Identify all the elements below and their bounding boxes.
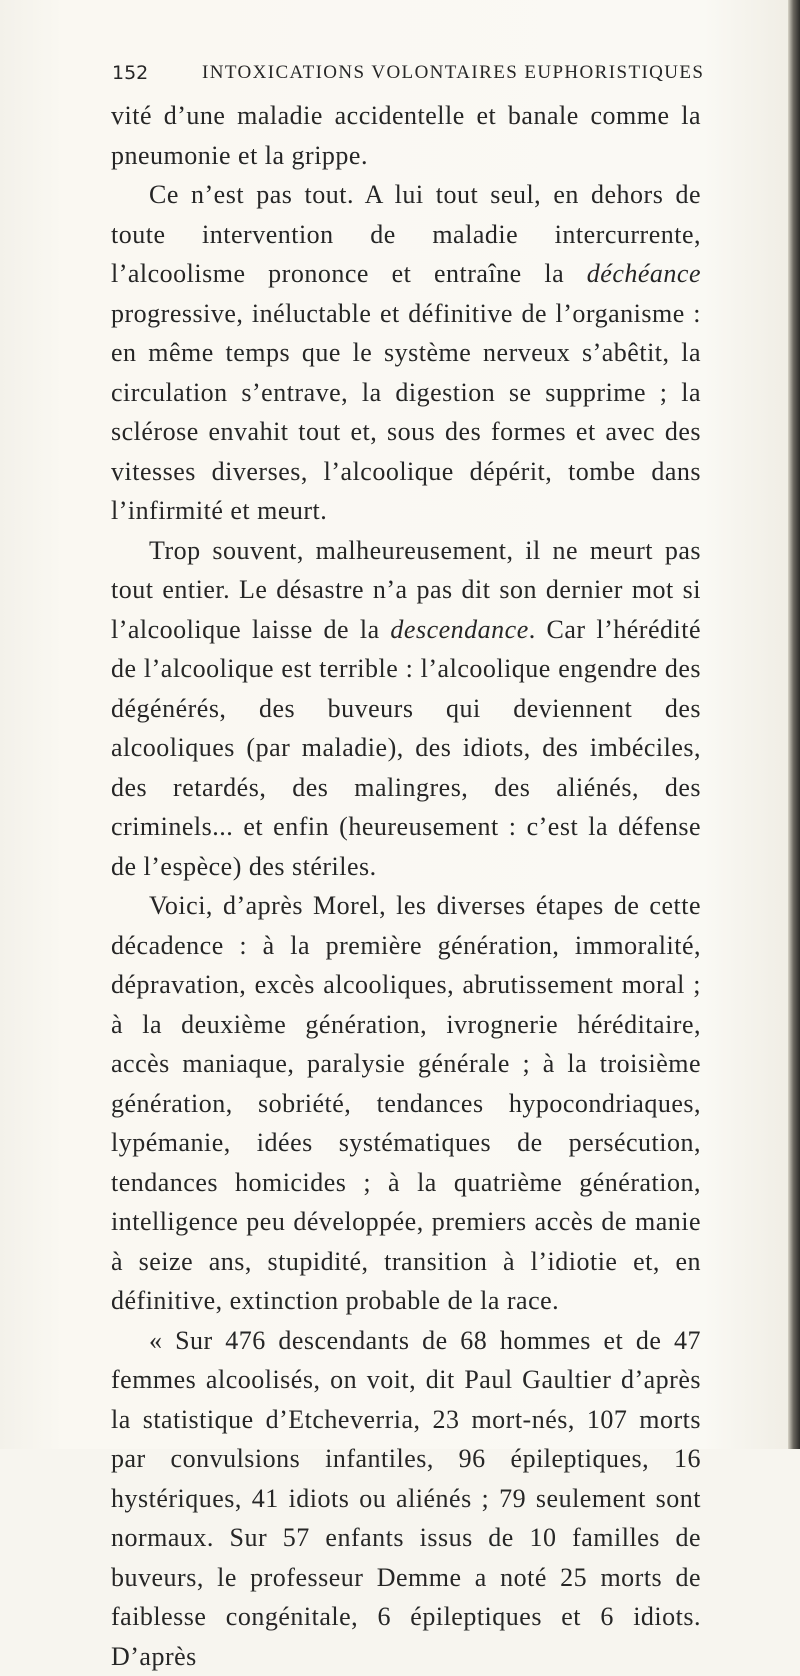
paragraph-continuation bbox=[111, 96, 701, 175]
paragraph-text: « Sur 476 descendants de 68 hommes et de 47 femmes alcoolisés, on voit, dit Paul Gaultier d’après la statistique d’Etcheverria, 23 mort-nés, 107 morts par convulsions infantiles, 96 épileptiques, 16 hystériques, 41 idiots ou aliénés ; 79 seulement sont normaux. Sur 57 enfants issus de 10 familles de buveurs, le professeur Demme a noté 25 morts de faiblesse congénitale, 6 épileptiques et 6 idiots. D’après bbox=[111, 1326, 701, 1671]
paragraph-text: Ce n’est pas tout. A lui tout seul, en dehors de toute intervention de maladie intercurrente, l’alcoolisme prononce et entraîne la bbox=[111, 180, 701, 288]
page-right-edge-shadow bbox=[788, 0, 800, 1449]
paragraph-morel-stages bbox=[111, 886, 701, 1321]
italic-term-descendance: descendance bbox=[390, 615, 528, 644]
paragraph-heredite bbox=[111, 531, 701, 887]
paragraph-text: vité d’une maladie accidentelle et banale comme la pneumonie et la grippe. bbox=[111, 101, 701, 170]
italic-term-decheance: déchéance bbox=[587, 259, 701, 288]
paragraph-text: Trop souvent, malheureusement, il ne meurt pas tout entier. Le désastre n’a pas dit son dernier mot si l’alcoolique laisse de la bbox=[111, 536, 701, 644]
paragraph-statistics-quote bbox=[111, 1321, 701, 1676]
paragraph-alcoolisme-decheance bbox=[111, 175, 701, 531]
page-number: 152 bbox=[112, 62, 148, 84]
running-head: INTOXICATIONS VOLONTAIRES EUPHORISTIQUES bbox=[202, 62, 692, 84]
page-header bbox=[112, 62, 692, 92]
body-text bbox=[111, 96, 701, 1676]
paragraph-text: Voici, d’après Morel, les diverses étapes de cette décadence : à la première génération, immoralité, dépravation, excès alcooliques, abrutissement moral ; à la deuxième génération, ivrognerie héréditaire, accès maniaque, paralysie générale ; à la troisième génération, sobriété, tendances hypocondriaques, lypémanie, idées systématiques de persécution, tendances homicides ; à la quatrième génération, intelligence peu développée, premiers accès de manie à seize ans, stupidité, transition à l’idiotie et, en définitive, extinction probable de la race. bbox=[111, 891, 701, 1315]
paragraph-text: . Car l’hérédité de l’alcoolique est terrible : l’alcoolique engendre des dégénérés, des buveurs qui deviennent des alcooliques (par maladie), des idiots, des imbéciles, des retardés, des malingres, des aliénés, des criminels... et enfin (heureusement : c’est la défense de l’espèce) des stériles. bbox=[111, 615, 701, 881]
paragraph-text: progressive, inéluctable et définitive de l’organisme : en même temps que le système nerveux s’abêtit, la circulation s’entrave, la digestion se supprime ; la sclérose envahit tout et, sous des formes et avec des vitesses diverses, l’alcoolique dépérit, tombe dans l’infirmité et meurt. bbox=[111, 299, 701, 526]
